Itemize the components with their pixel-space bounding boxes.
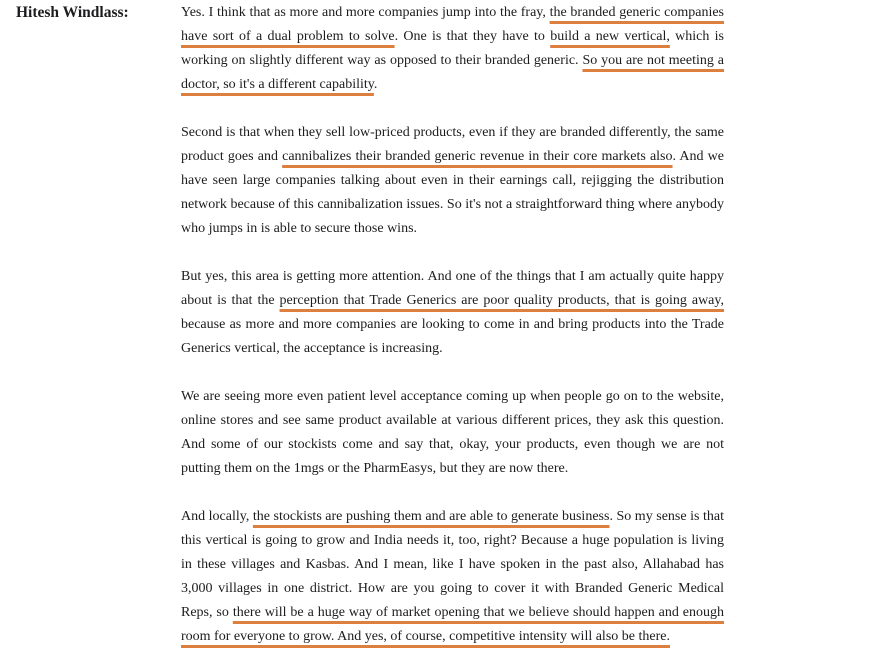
- transcript-body: [181, 1, 724, 662]
- highlighted-phrase: build a new vertical,: [550, 29, 670, 44]
- paragraph-text: We are seeing more even patient level acceptance coming up when people go on to the website, online stores and see same product available at various different prices, they ask this question. And some of our stockists come and say that, okay, your products, even though we are not putting them on the 1mgs or the PharmEasys, but they are now there.: [181, 389, 724, 476]
- highlighted-phrase: cannibalizes their branded generic revenue in their core markets also: [282, 149, 673, 164]
- paragraph-text: which is working on slightly different way as opposed to their branded generic.: [181, 29, 724, 68]
- paragraph-text: But yes, this area is getting more attention. And one of the things that I am actually quite happy about is that the: [181, 269, 724, 308]
- transcript-paragraph: [181, 1, 724, 97]
- paragraph-text: Yes. I think that as more and more companies jump into the fray,: [181, 5, 550, 20]
- paragraph-text: . One is that they have to: [394, 29, 551, 44]
- transcript-paragraph: [181, 505, 724, 649]
- paragraph-text: . So my sense is that this vertical is going to grow and India needs it, too, right? Because a huge population is living in these villages and Kasbas. And I mean, like I have spoken in the past also, Allahabad has 3,000 villages in one district. How are you going to cover it with Branded Generic Medical Reps, so: [181, 509, 724, 620]
- paragraph-text: And locally,: [181, 509, 253, 524]
- highlighted-phrase: the stockists are pushing them and are able to generate business: [252, 509, 610, 524]
- paragraph-text: Second is that when they sell low-priced products, even if they are branded differently, the same product goes and: [181, 125, 724, 164]
- paragraph-text: . And we have seen large companies talking about even in their earnings call, rejigging the distribution network because of this cannibalization issues. So it's not a straightforward thing where anybody who jumps in is able to secure those wins.: [181, 149, 724, 236]
- highlighted-phrase: the branded generic companies have sort of a dual problem to solve: [181, 5, 724, 44]
- paragraph-text: because as more and more companies are looking to come in and bring products into the Trade Generics vertical, the acceptance is increasing.: [181, 317, 724, 356]
- paragraph-text: .: [373, 77, 378, 92]
- highlighted-phrase: perception that Trade Generics are poor quality products, that is going away,: [279, 293, 724, 308]
- transcript-paragraph: [181, 385, 724, 481]
- speaker-name: Hitesh Windlass:: [16, 4, 129, 21]
- highlighted-phrase: there will be a huge way of market opening that we believe should happen and enough room for everyone to grow. And yes, of course, competitive intensity will also be there.: [181, 605, 725, 644]
- transcript-paragraph: [181, 121, 724, 241]
- transcript-paragraph: [181, 265, 724, 361]
- highlighted-phrase: So you are not meeting a doctor, so it's a different capability: [181, 53, 724, 92]
